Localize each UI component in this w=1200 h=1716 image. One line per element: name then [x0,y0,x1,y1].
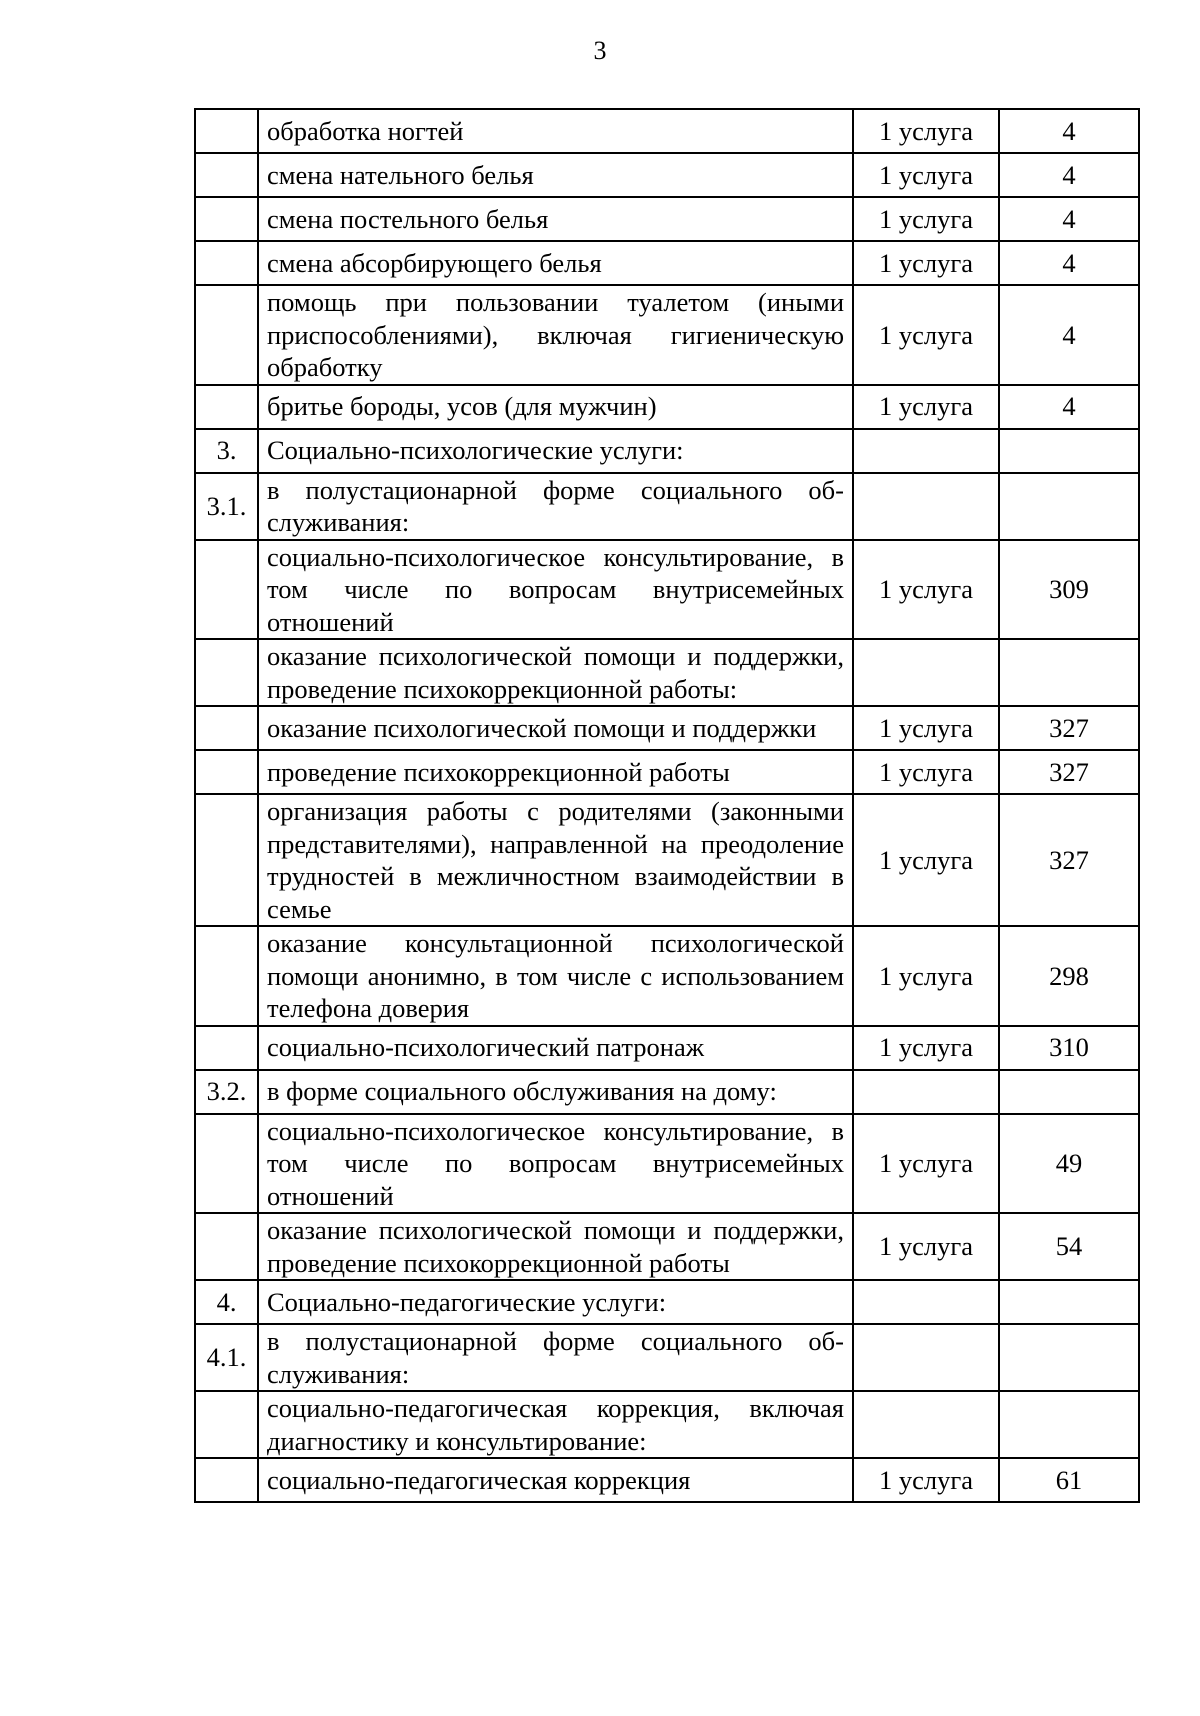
services-table [194,108,1140,1503]
service-name-cell: социально-психологическое консультирование, в том числе по вопросам внутрисемейных отношений [258,1114,853,1214]
quantity-cell: 310 [999,1026,1139,1070]
table-row [195,1114,1139,1214]
table-row [195,926,1139,1026]
unit-cell [853,1280,999,1324]
unit-cell: 1 услуга [853,197,999,241]
unit-cell: 1 услуга [853,794,999,926]
row-number-cell [195,197,258,241]
row-number-cell [195,639,258,706]
quantity-cell: 4 [999,241,1139,285]
table-row [195,473,1139,540]
row-number-cell [195,1391,258,1458]
table-row [195,429,1139,473]
quantity-cell [999,1324,1139,1391]
service-name-cell: оказание психологической помощи и поддержки, проведение психокоррекционной работы: [258,639,853,706]
unit-cell: 1 услуга [853,1213,999,1280]
service-name-cell: бритье бороды, усов (для мужчин) [258,385,853,429]
quantity-cell: 4 [999,153,1139,197]
table-row [195,540,1139,640]
service-name-cell: помощь при пользовании туалетом (иными приспособлениями), включая гигиеническую обработку [258,285,853,385]
unit-cell: 1 услуга [853,385,999,429]
unit-cell: 1 услуга [853,285,999,385]
row-number-cell [195,285,258,385]
service-name-cell: социально-психологическое консультирование, в том числе по вопросам внутрисемейных отношений [258,540,853,640]
table-row [195,794,1139,926]
unit-cell [853,473,999,540]
row-number-cell: 4. [195,1280,258,1324]
row-number-cell [195,750,258,794]
unit-cell: 1 услуга [853,706,999,750]
service-name-cell: проведение психокоррекционной работы [258,750,853,794]
table-row [195,1280,1139,1324]
quantity-cell: 4 [999,109,1139,153]
unit-cell [853,1324,999,1391]
service-name-cell: оказание психологической помощи и поддержки [258,706,853,750]
row-number-cell [195,1026,258,1070]
quantity-cell: 4 [999,385,1139,429]
table-row [195,285,1139,385]
unit-cell [853,1070,999,1114]
table-row [195,1391,1139,1458]
row-number-cell [195,540,258,640]
quantity-cell: 327 [999,706,1139,750]
row-number-cell: 3.1. [195,473,258,540]
quantity-cell: 61 [999,1458,1139,1502]
quantity-cell: 327 [999,750,1139,794]
service-name-cell: социально-психологический патронаж [258,1026,853,1070]
table-row [195,385,1139,429]
row-number-cell [195,1114,258,1214]
service-name-cell: оказание консультационной психологической помощи анонимно, в том числе с использованием телефона доверия [258,926,853,1026]
service-name-cell: смена постельного белья [258,197,853,241]
service-name-cell: в полустационарной форме социального обслуживания: [258,1324,853,1391]
unit-cell: 1 услуга [853,926,999,1026]
row-number-cell [195,153,258,197]
service-name-cell: Социально-педагогические услуги: [258,1280,853,1324]
row-number-cell: 4.1. [195,1324,258,1391]
service-name-cell: социально-педагогическая коррекция [258,1458,853,1502]
table-row [195,1324,1139,1391]
table-row [195,750,1139,794]
service-name-cell: смена нательного белья [258,153,853,197]
unit-cell: 1 услуга [853,153,999,197]
row-number-cell: 3.2. [195,1070,258,1114]
row-number-cell [195,241,258,285]
quantity-cell: 327 [999,794,1139,926]
unit-cell: 1 услуга [853,1458,999,1502]
unit-cell: 1 услуга [853,241,999,285]
row-number-cell [195,926,258,1026]
table-row [195,1458,1139,1502]
quantity-cell: 4 [999,197,1139,241]
table-row [195,153,1139,197]
row-number-cell [195,1458,258,1502]
service-name-cell: Социально-психологические услуги: [258,429,853,473]
page-number: 3 [593,36,607,65]
quantity-cell: 54 [999,1213,1139,1280]
quantity-cell [999,1280,1139,1324]
unit-cell [853,429,999,473]
row-number-cell: 3. [195,429,258,473]
row-number-cell [195,385,258,429]
table-row [195,706,1139,750]
unit-cell: 1 услуга [853,1114,999,1214]
service-name-cell: социально-педагогическая коррекция, включая диагностику и консультирование: [258,1391,853,1458]
unit-cell: 1 услуга [853,1026,999,1070]
quantity-cell [999,429,1139,473]
table-row [195,1070,1139,1114]
row-number-cell [195,109,258,153]
service-name-cell: обработка ногтей [258,109,853,153]
quantity-cell [999,639,1139,706]
service-name-cell: организация работы с родителями (законными представителями), направленной на преодоление трудностей в межличностном взаимодействии в семье [258,794,853,926]
table-row [195,109,1139,153]
table-row [195,1026,1139,1070]
quantity-cell: 309 [999,540,1139,640]
unit-cell [853,639,999,706]
unit-cell: 1 услуга [853,540,999,640]
unit-cell [853,1391,999,1458]
unit-cell: 1 услуга [853,750,999,794]
quantity-cell [999,1391,1139,1458]
table-row [195,197,1139,241]
unit-cell: 1 услуга [853,109,999,153]
service-name-cell: смена абсорбирующего белья [258,241,853,285]
table-row [195,241,1139,285]
row-number-cell [195,1213,258,1280]
service-name-cell: в полустационарной форме социального обслуживания: [258,473,853,540]
table-row [195,1213,1139,1280]
quantity-cell [999,1070,1139,1114]
row-number-cell [195,794,258,926]
quantity-cell: 4 [999,285,1139,385]
service-name-cell: в форме социального обслуживания на дому: [258,1070,853,1114]
quantity-cell [999,473,1139,540]
quantity-cell: 49 [999,1114,1139,1214]
quantity-cell: 298 [999,926,1139,1026]
service-name-cell: оказание психологической помощи и поддержки, проведение психокоррекционной работы [258,1213,853,1280]
row-number-cell [195,706,258,750]
table-body [195,109,1139,1502]
table-row [195,639,1139,706]
